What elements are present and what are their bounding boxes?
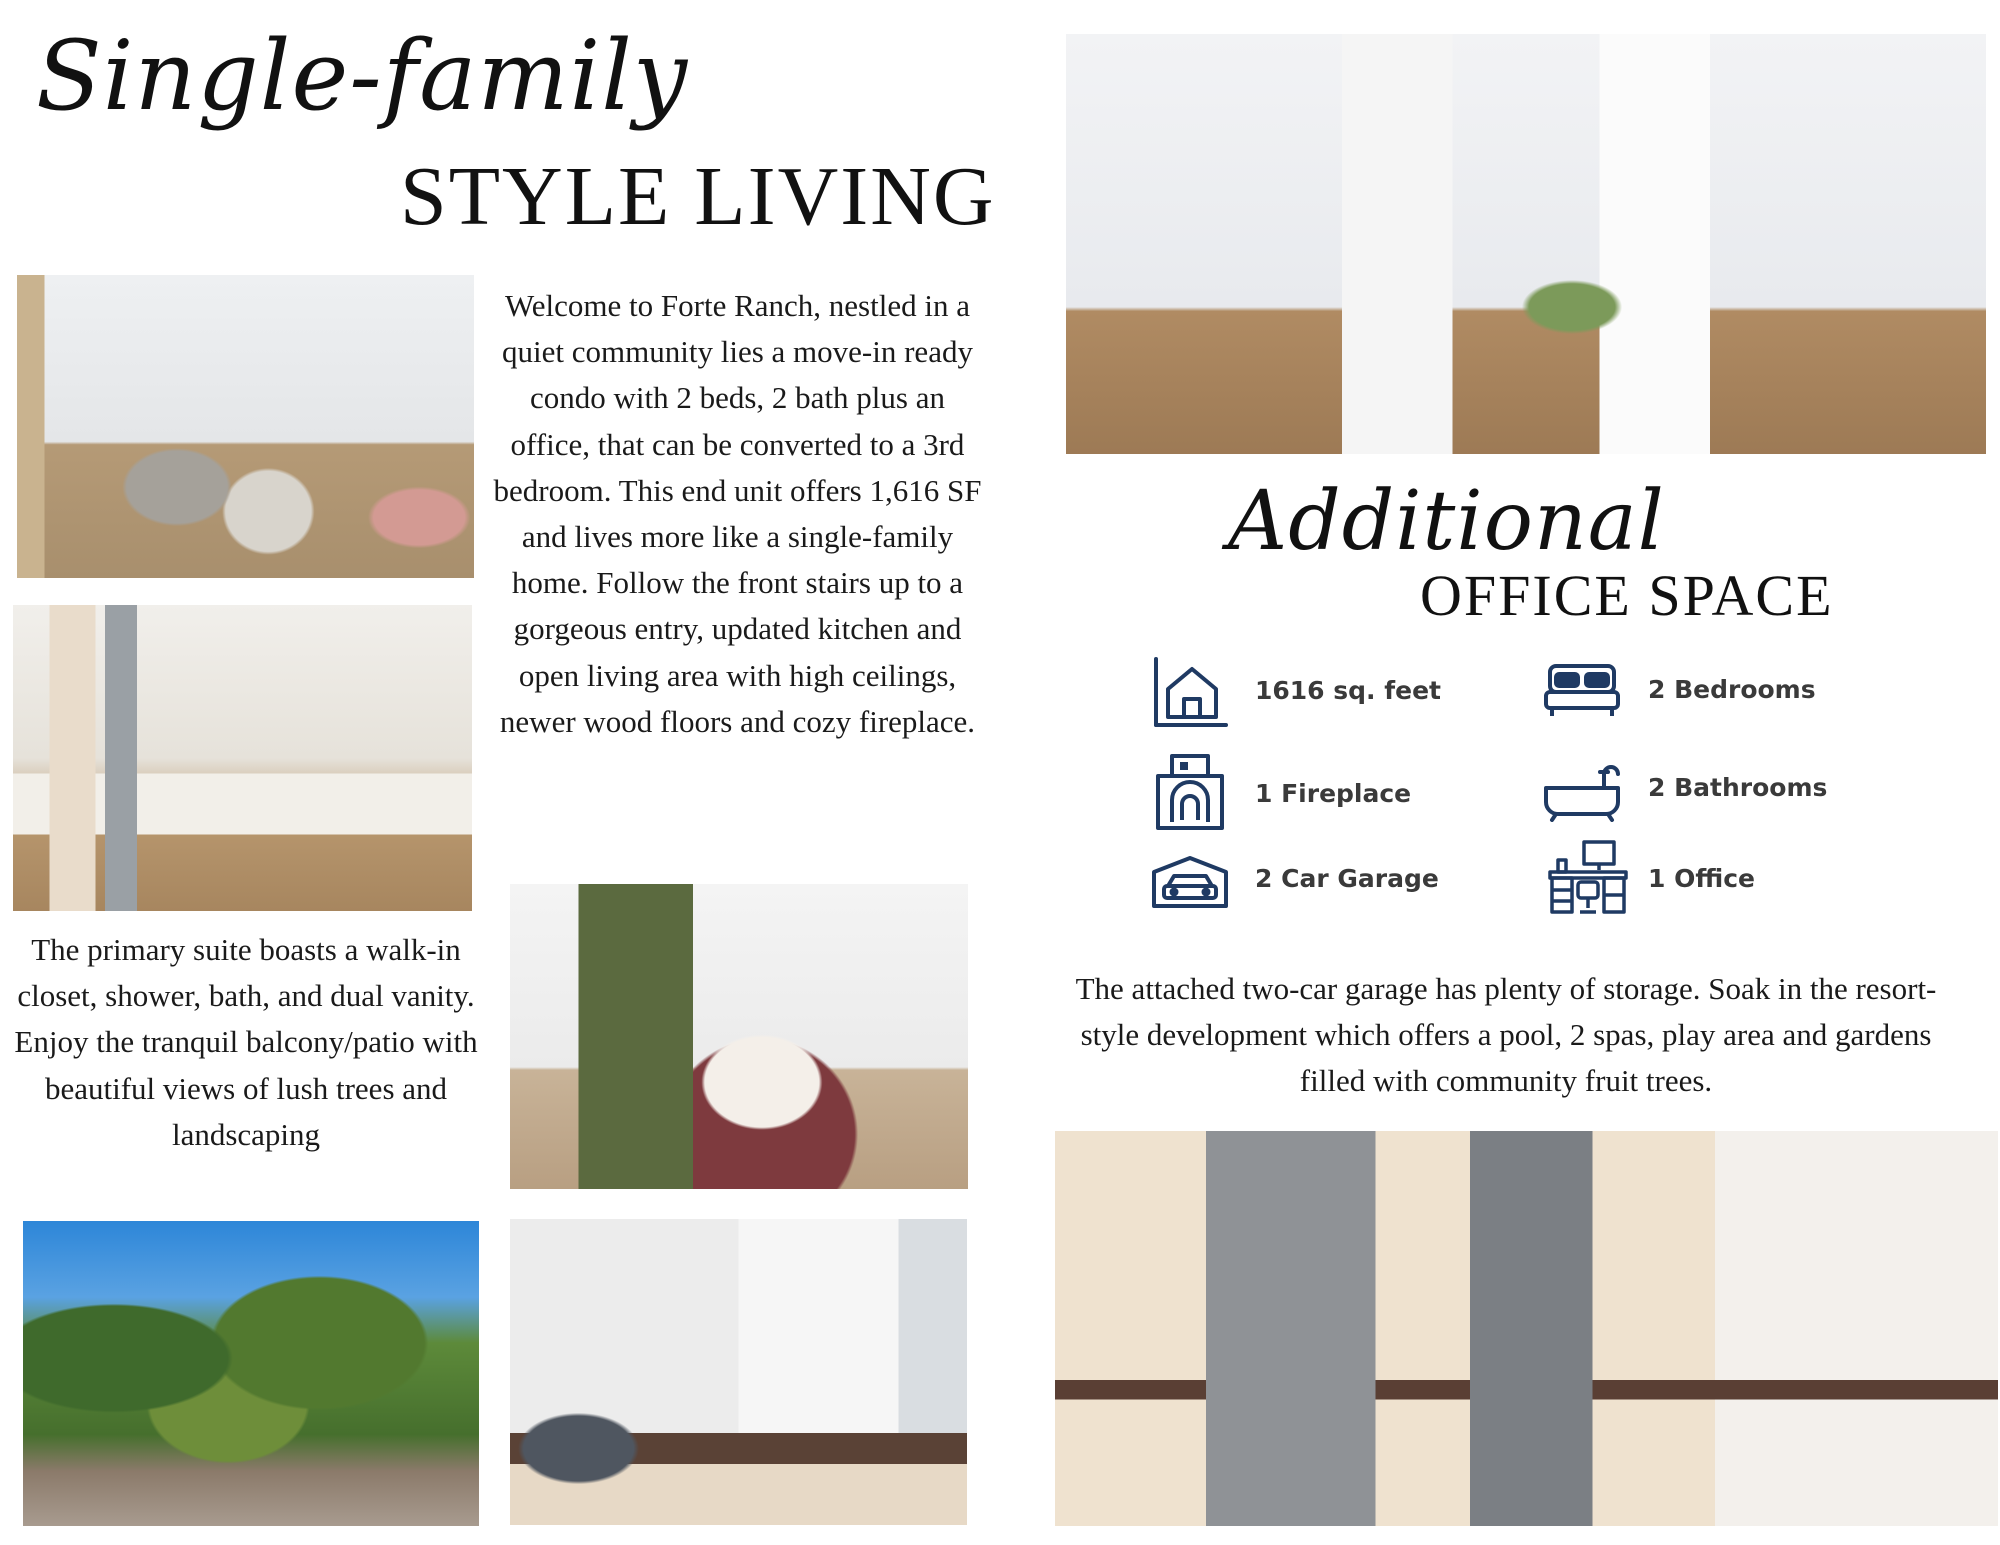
feature-label-fireplace: 1 Fireplace xyxy=(1255,779,1412,808)
fireplace-icon xyxy=(1154,752,1226,832)
balcony-photo xyxy=(23,1221,479,1526)
kitchen-photo xyxy=(13,605,472,911)
heading-script-single-family: Single-family xyxy=(36,20,689,132)
office-desk-icon xyxy=(1548,838,1628,918)
feature-label-sqft: 1616 sq. feet xyxy=(1255,676,1441,705)
heading-office-space: OFFICE SPACE xyxy=(1420,563,1834,628)
office-photo xyxy=(1066,34,1986,454)
heading-script-additional: Additional xyxy=(1228,474,1665,569)
bed-icon xyxy=(1542,660,1622,720)
car-garage-icon xyxy=(1150,852,1230,912)
bathroom-photo xyxy=(510,1219,967,1525)
heading-style-living: STYLE LIVING xyxy=(400,150,996,243)
kitchen-photo-2 xyxy=(1055,1131,1998,1526)
feature-label-garage: 2 Car Garage xyxy=(1255,864,1439,893)
feature-label-bedrooms: 2 Bedrooms xyxy=(1648,675,1816,704)
feature-label-office: 1 Office xyxy=(1648,864,1756,893)
garage-paragraph: The attached two-car garage has plenty of storage. Soak in the resort-style development which offers a pool, 2 spas, play area and gardens filled with community fruit trees. xyxy=(1075,971,1937,1099)
feature-label-bathrooms: 2 Bathrooms xyxy=(1648,773,1828,802)
primary-suite-paragraph: The primary suite boasts a walk-in closet, shower, bath, and dual vanity. Enjoy the tranquil balcony/patio with beautiful views of lush trees and landscaping xyxy=(14,932,478,1152)
house-icon xyxy=(1150,655,1230,730)
bathtub-icon xyxy=(1542,762,1622,822)
intro-paragraph: Welcome to Forte Ranch, nestled in a quiet community lies a move-in ready condo with 2 beds, 2 bath plus an office, that can be converted to a 3rd bedroom. This end unit offers 1,616 SF and lives more like a single-family home. Follow the front stairs up to a gorgeous entry, updated kitchen and open living area with high ceilings, newer wood floors and cozy fireplace. xyxy=(493,288,982,739)
bedroom-photo xyxy=(510,884,968,1189)
living-room-photo xyxy=(17,275,474,578)
